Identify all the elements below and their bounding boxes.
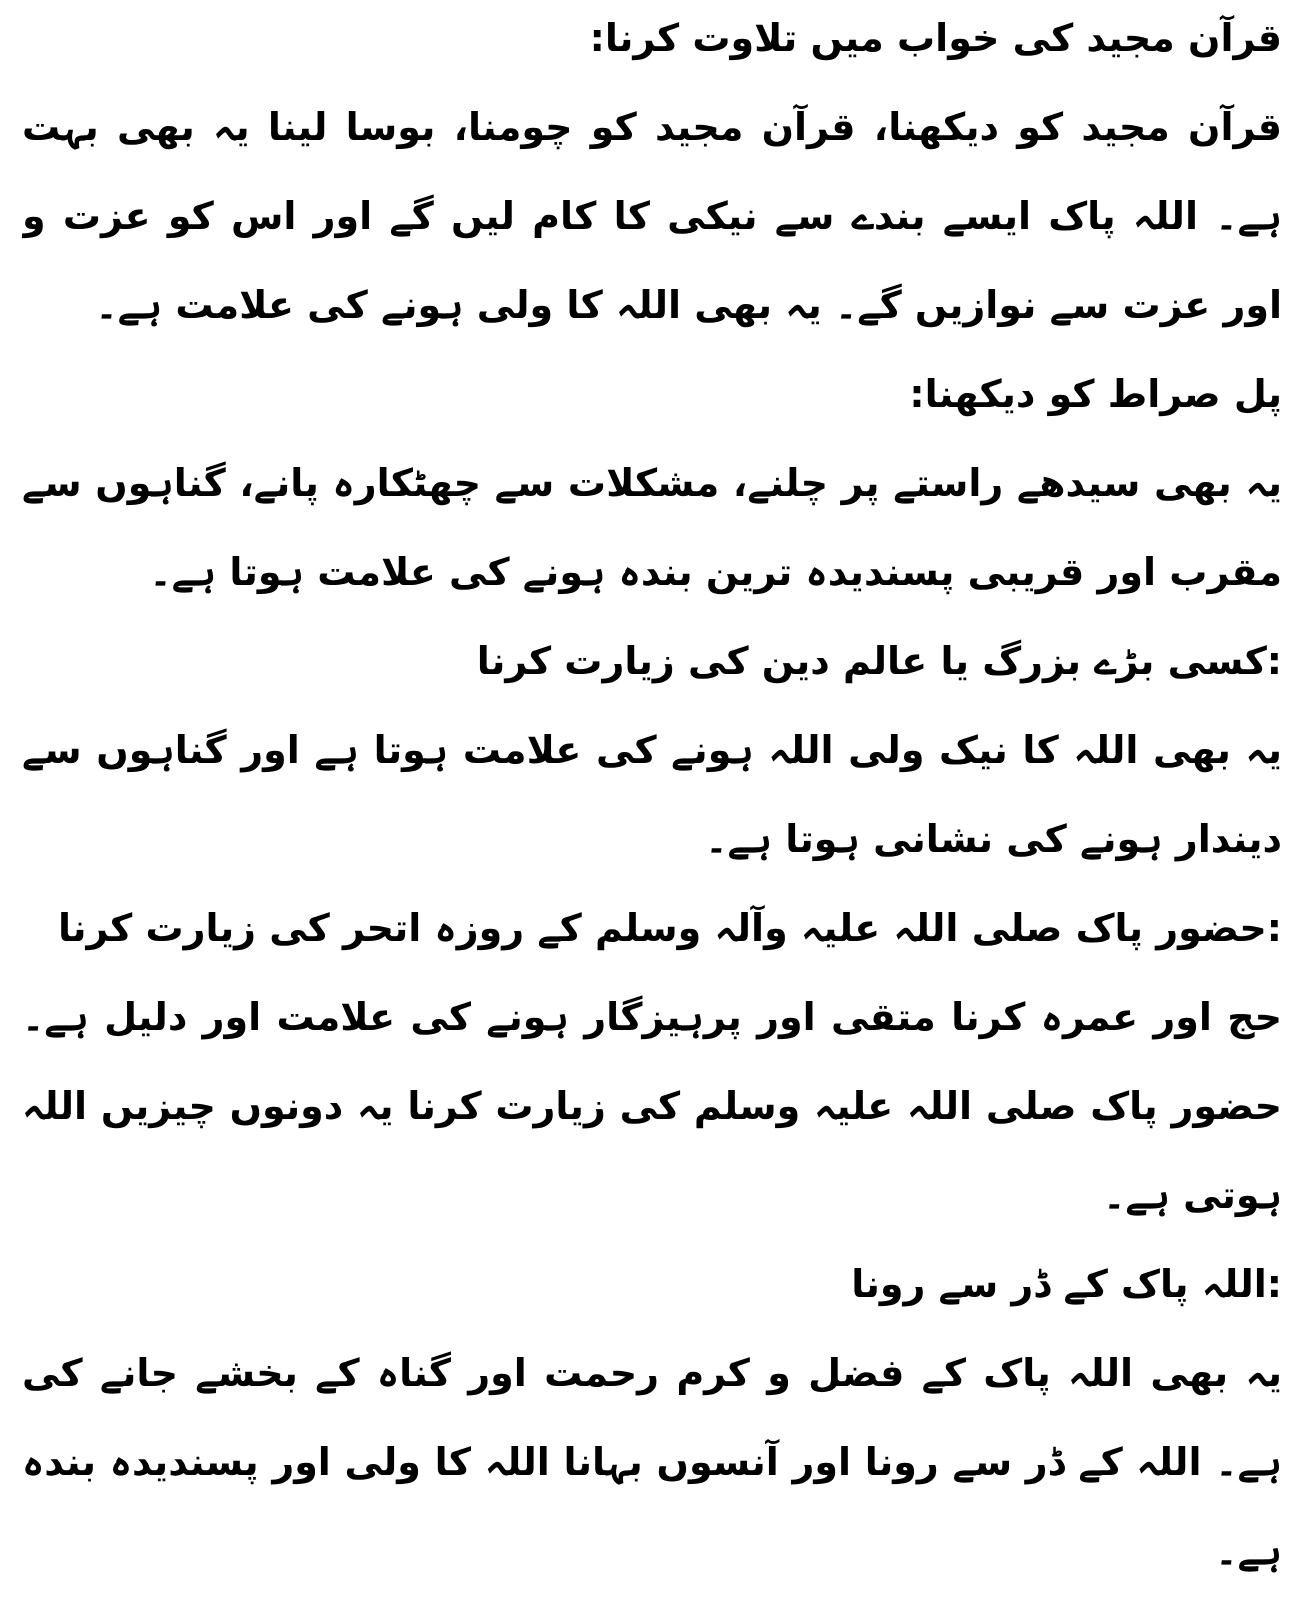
section-heading-elder-visit: :کسی بڑے بزرگ یا عالم دین کی زیارت کرنا — [476, 639, 1282, 683]
section-heading-crying-fear: :اللہ پاک کے ڈر سے رونا — [851, 1262, 1282, 1306]
section-heading-rauza-visit: :حضور پاک صلی اللہ علیہ وآلہ وسلم کے روزہ اتحر کی زیارت کرنا — [57, 906, 1282, 950]
paragraph-line: اور عزت سے نوازیں گے۔ یہ بھی اللہ کا ولی ہونے کی علامت ہے۔ — [95, 283, 1282, 327]
paragraph-line: حضور پاک صلی اللہ علیہ وسلم کی زیارت کرنا یہ دونوں چیزیں اللہ — [22, 1084, 1282, 1128]
paragraph-line: یہ بھی سیدھے راستے پر چلنے، مشکلات سے چھٹکارہ پانے، گناہوں سے — [22, 461, 1282, 505]
paragraph-line: حج اور عمرہ کرنا متقی اور پرہیزگار ہونے کی علامت اور دلیل ہے۔ — [22, 995, 1282, 1039]
paragraph-line: قرآن مجید کو دیکھنا، قرآن مجید کو چومنا، بوسا لینا یہ بھی بہت — [22, 105, 1282, 149]
paragraph-line: مقرب اور قریبی پسندیدہ ترین بندہ ہونے کی علامت ہوتا ہے۔ — [149, 550, 1282, 594]
paragraph-line: یہ بھی اللہ کا نیک ولی اللہ ہونے کی علامت ہوتا ہے اور گناہوں سے — [22, 728, 1282, 772]
paragraph-line: ہے۔ اللہ کے ڈر سے رونا اور آنسوں بہانا اللہ کا ولی اور پسندیدہ بندہ — [22, 1440, 1282, 1484]
paragraph-line: ہے۔ — [1215, 1529, 1282, 1573]
paragraph-line: یہ بھی اللہ پاک کے فضل و کرم رحمت اور گناہ کے بخشے جانے کی — [22, 1351, 1282, 1395]
section-heading-quran-recitation: قرآن مجید کی خواب میں تلاوت کرنا: — [589, 16, 1282, 60]
paragraph-line: ہوتی ہے۔ — [1103, 1173, 1282, 1217]
urdu-document — [22, 0, 1282, 1596]
paragraph-line: دیندار ہونے کی نشانی ہوتا ہے۔ — [705, 817, 1282, 861]
section-heading-pul-sirat: پل صراط کو دیکھنا: — [909, 372, 1282, 416]
paragraph-line: ہے۔ اللہ پاک ایسے بندے سے نیکی کا کام لیں گے اور اس کو عزت و — [22, 194, 1282, 238]
